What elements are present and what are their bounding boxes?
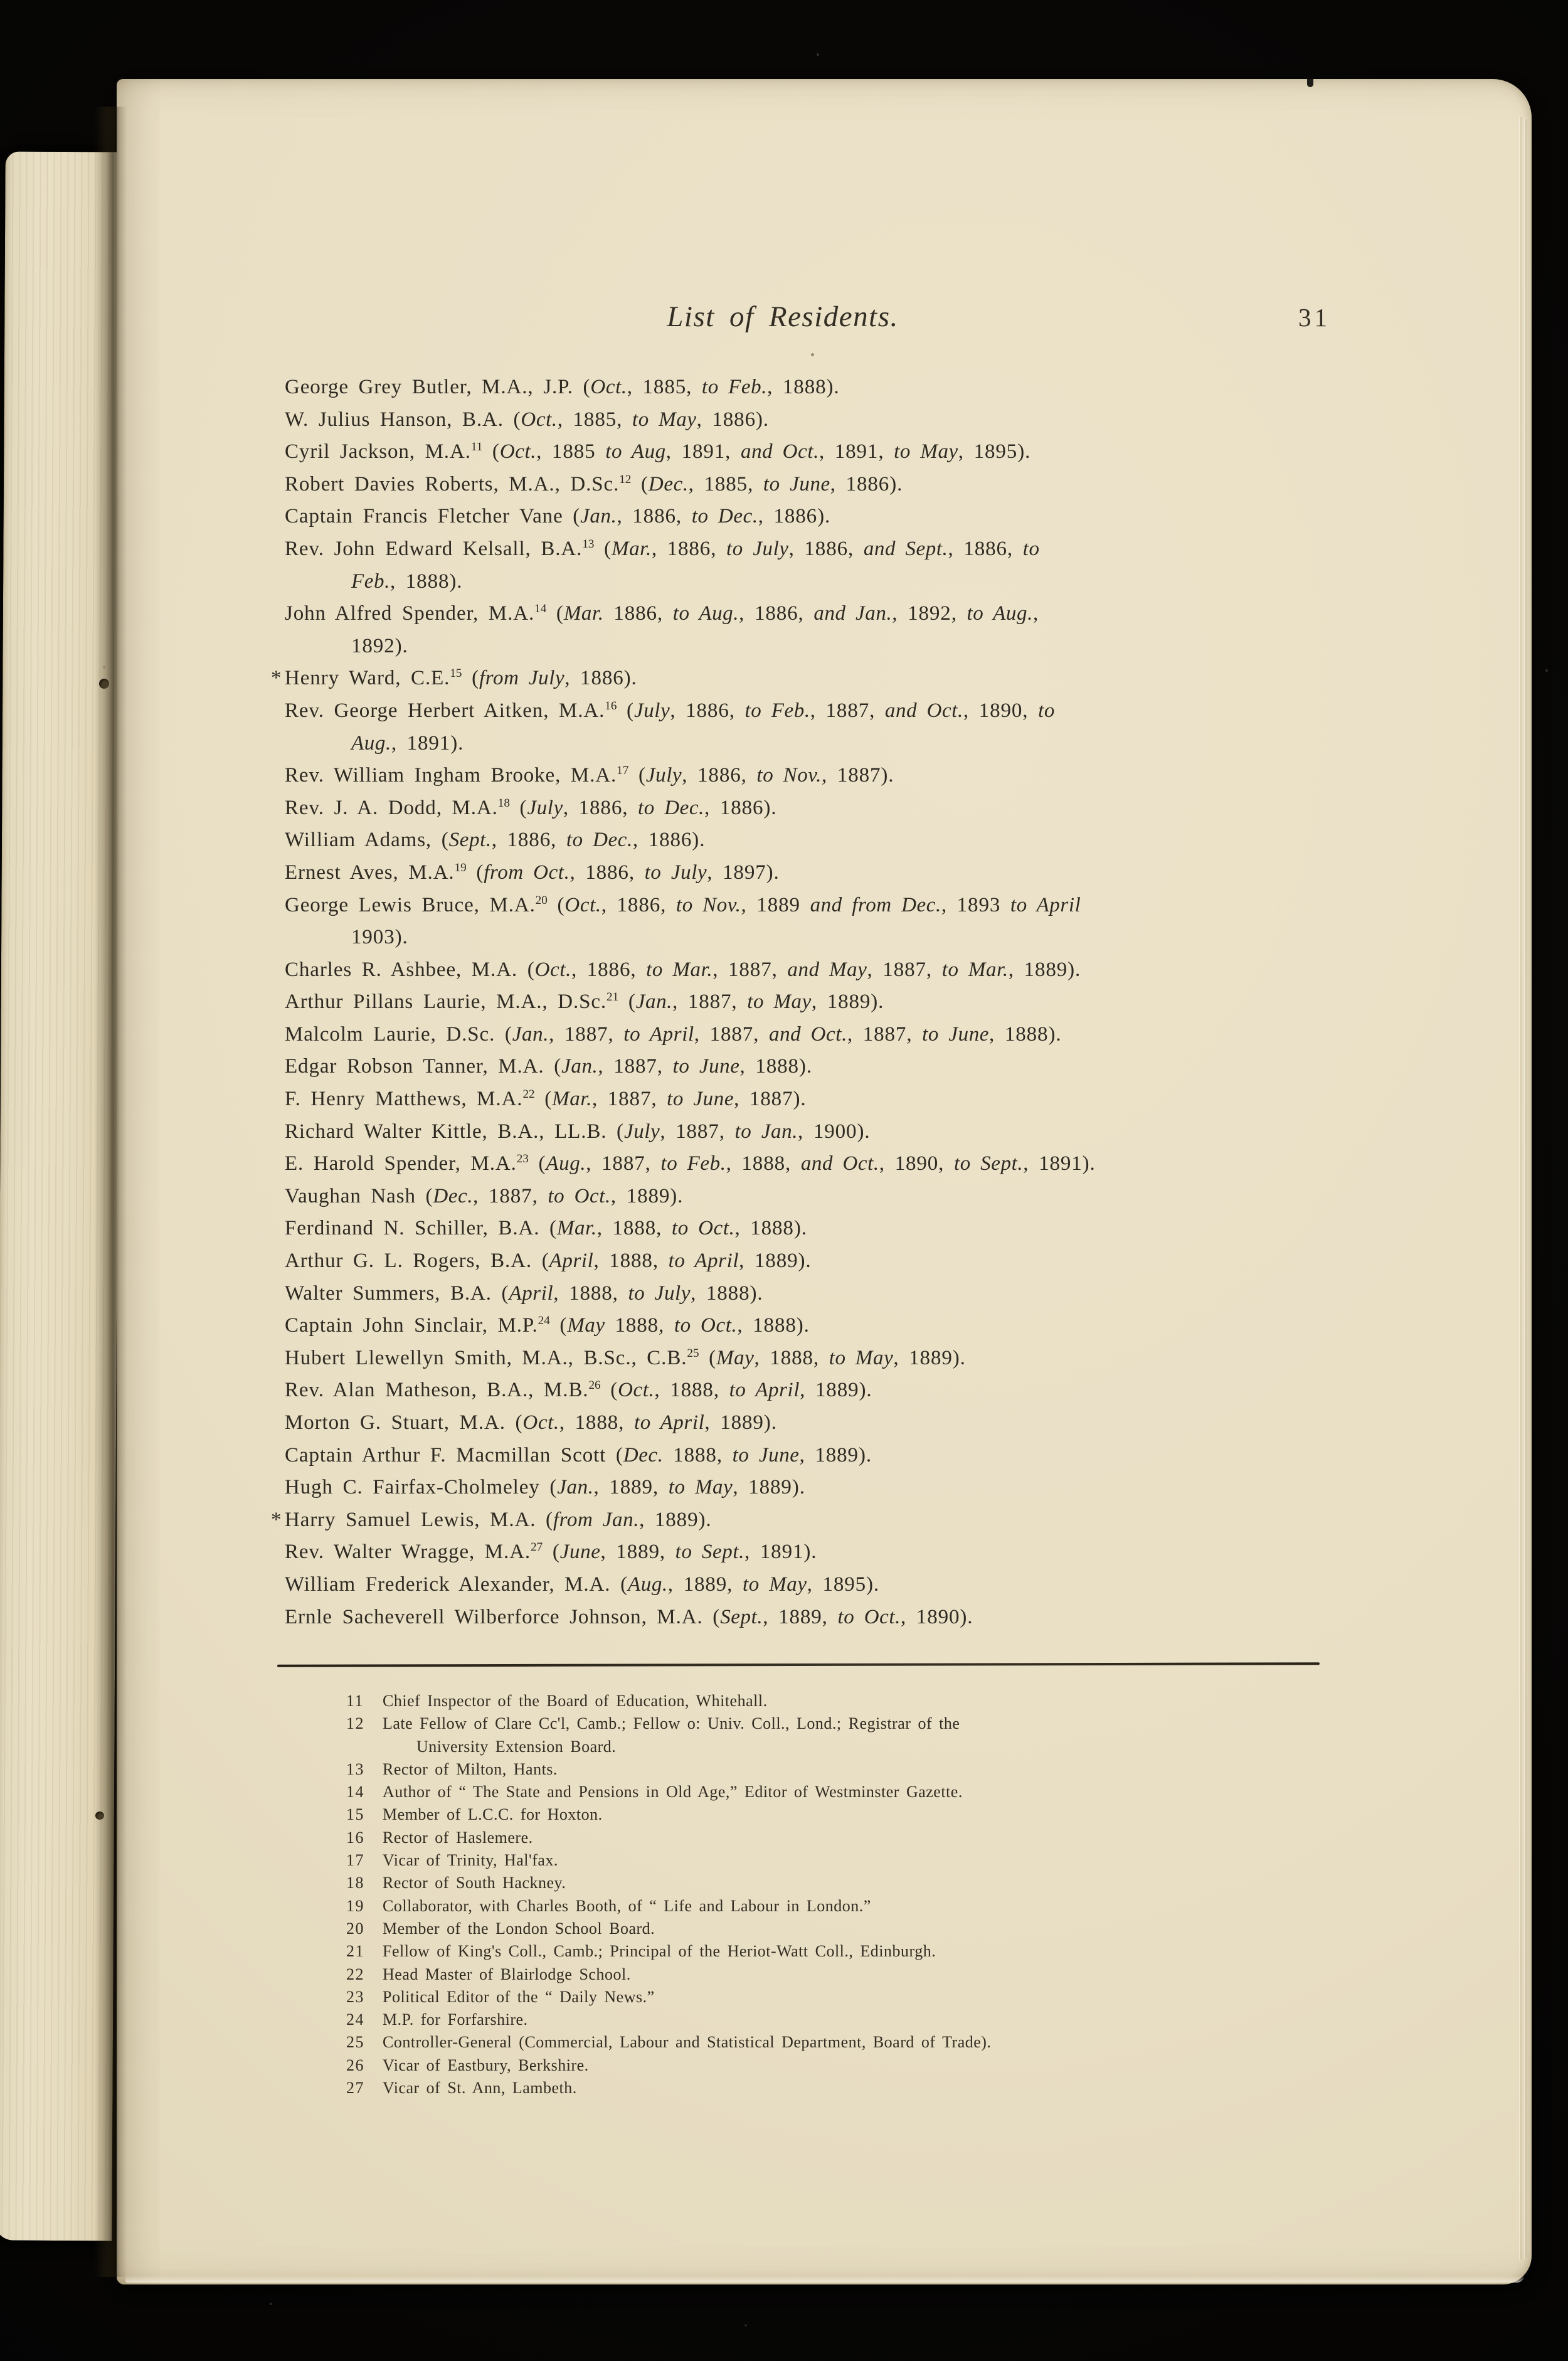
list-item: Robert Davies Roberts, M.A., D.Sc.$^{12}$ (Dec., 1885, to June, 1886). — [285, 472, 903, 496]
italic-run: to Dec. — [566, 829, 633, 852]
italic-run: Sept. — [720, 1605, 763, 1628]
list-item: John Alfred Spender, M.A.$^{14}$ (Mar. 1886, to Aug., 1886, and Jan., 1892, to Aug., 1892). — [285, 602, 1039, 657]
footnote-ref: 17 — [617, 764, 629, 778]
list-item: Charles R. Ashbee, M.A. (Oct., 1886, to Mar., 1887, and May, 1887, to Mar., 1889). — [285, 958, 1081, 981]
footnote-number: 22 — [346, 1965, 364, 1983]
italic-run: April — [549, 1249, 594, 1273]
footnote-ref: 25 — [687, 1346, 699, 1360]
footnote-number: 21 — [346, 1942, 364, 1961]
footnote-item: 22 Head Master of Blairlodge School. — [346, 1963, 1412, 1986]
italic-run: to Aug. — [672, 602, 739, 625]
italic-run: April — [509, 1281, 554, 1305]
footnote-item: 21 Fellow of King's Coll., Camb.; Principal of the Heriot-Watt Coll., Edinburgh. — [346, 1940, 1412, 1963]
binding-stitch-hole — [99, 679, 109, 689]
italic-run: to Dec. — [691, 505, 758, 528]
italic-run: Jan. — [635, 990, 673, 1014]
footnote-divider — [277, 1662, 1320, 1667]
footnote-ref: 19 — [454, 861, 467, 874]
italic-run: to Aug — [605, 440, 666, 464]
italic-run: to Sept. — [953, 1152, 1024, 1175]
italic-run: from Oct. — [484, 861, 570, 884]
footnote-item: 11 Chief Inspector of the Board of Education, Whitehall. — [346, 1690, 1412, 1712]
italic-run: to June — [667, 1088, 734, 1111]
list-item: Walter Summers, B.A. (April, 1888, to July, 1888). — [285, 1281, 763, 1305]
italic-run: Jan. — [561, 1055, 598, 1078]
footnote-item: 25 Controller-General (Commercial, Labour and Statistical Department, Board of Trade). — [346, 2031, 1412, 2054]
dust-specks — [0, 0, 1, 1]
footnote-ref: 24 — [538, 1314, 550, 1328]
italic-run: July — [633, 699, 670, 722]
italic-run: and Oct. — [884, 699, 963, 722]
footnote-item: 24 M.P. for Forfarshire. — [346, 2008, 1412, 2031]
italic-run: to April — [633, 1411, 705, 1434]
italic-run: to July — [628, 1281, 691, 1305]
list-item: Arthur G. L. Rogers, B.A. (April, 1888, to April, 1889). — [285, 1249, 812, 1273]
list-item: Rev. J. A. Dodd, M.A.$^{18}$ (July, 1886, to Dec., 1886). — [285, 796, 777, 819]
list-item: Ernle Sacheverell Wilberforce Johnson, M.A. (Sept., 1889, to Oct., 1890). — [285, 1605, 973, 1628]
footnote-number: 25 — [346, 2033, 364, 2052]
italic-run: Oct. — [499, 440, 537, 464]
list-item: Rev. George Herbert Aitken, M.A.$^{16}$ (July, 1886, to Feb., 1887, and Oct., 1890, to Aug., 1891). — [285, 699, 1055, 755]
footnote-ref: 11 — [470, 440, 483, 454]
italic-run: to May — [742, 1573, 807, 1596]
list-item: Rev. Alan Matheson, B.A., M.B.$^{26}$ (Oct., 1888, to April, 1889). — [285, 1379, 872, 1402]
italic-run: Mar. — [552, 1088, 592, 1111]
italic-run: to June — [732, 1443, 800, 1467]
footnote-ref: 21 — [607, 990, 619, 1004]
list-item: * Henry Ward, C.E.$^{15}$ (from July, 1886). — [285, 662, 1376, 695]
footnote-number: 26 — [346, 2056, 364, 2074]
italic-run: to Oct. — [671, 1217, 735, 1240]
italic-run: Oct. — [564, 893, 601, 916]
list-item: Malcolm Laurie, D.Sc. (Jan., 1887, to April, 1887, and Oct., 1887, to June, 1888). — [285, 1022, 1062, 1046]
list-item: Captain John Sinclair, M.P.$^{24}$ (May 1888, to Oct., 1888). — [285, 1314, 810, 1337]
italic-run: to Mar. — [941, 958, 1009, 981]
resident-list — [271, 371, 1376, 1633]
italic-run: Mar. — [556, 1217, 597, 1240]
list-item: F. Henry Matthews, M.A.$^{22}$ (Mar., 1887, to June, 1887). — [285, 1088, 807, 1111]
footnote-item: 16 Rector of Haslemere. — [346, 1827, 1412, 1849]
italic-run: to July — [726, 537, 789, 560]
list-item: * Harry Samuel Lewis, M.A. (from Jan., 1889). — [285, 1504, 1376, 1537]
italic-run: to May — [668, 1476, 733, 1499]
list-item: Hubert Llewellyn Smith, M.A., B.Sc., C.B.$^{25}$ (May, 1888, to May, 1889). — [285, 1346, 966, 1369]
italic-run: Oct. — [590, 376, 627, 398]
list-item: W. Julius Hanson, B.A. (Oct., 1885, to May, 1886). — [285, 408, 770, 431]
italic-run: to Nov. — [675, 893, 741, 916]
italic-run: to April — [668, 1249, 739, 1273]
footnote-item: 19 Collaborator, with Charles Booth, of “ Life and Labour in London.” — [346, 1895, 1412, 1918]
list-item: Hugh C. Fairfax-Cholmeley (Jan., 1889, to May, 1889). — [285, 1476, 805, 1499]
italic-run: to Oct. — [548, 1184, 611, 1207]
footnote-number: 24 — [346, 2010, 364, 2029]
asterisk-marker: * — [271, 667, 282, 690]
italic-run: to Feb. — [744, 699, 810, 722]
list-item: Ernest Aves, M.A.$^{19}$ (from Oct., 1886, to July, 1897). — [285, 861, 780, 884]
italic-run: to June — [763, 472, 830, 496]
italic-run: to Mar. — [646, 958, 713, 981]
italic-run: Mar. — [563, 602, 604, 625]
italic-run: to April — [729, 1379, 800, 1402]
footnote-number: 23 — [346, 1987, 364, 2006]
list-item: Cyril Jackson, M.A.$^{11}$ (Oct., 1885 to Aug, 1891, and Oct., 1891, to May, 1895). — [285, 440, 1031, 464]
paper-speck — [811, 353, 814, 356]
footnote-ref: 16 — [605, 699, 617, 713]
italic-run: and from Dec. — [810, 893, 941, 916]
italic-run: to April — [1010, 893, 1081, 916]
page-title: List of Residents. — [667, 300, 899, 333]
footnote-number: 13 — [346, 1759, 364, 1778]
list-item: Morton G. Stuart, M.A. (Oct., 1888, to April, 1889). — [285, 1411, 777, 1434]
footnote-list — [346, 1690, 1412, 2099]
list-item: George Lewis Bruce, M.A.$^{20}$ (Oct., 1886, to Nov., 1889 and from Dec., 1893 to April 1903). — [285, 893, 1081, 949]
footnote-ref: 15 — [450, 667, 462, 681]
footnote-number: 15 — [346, 1805, 364, 1824]
list-item: Arthur Pillans Laurie, M.A., D.Sc.$^{21}$ (Jan., 1887, to May, 1889). — [285, 990, 884, 1014]
footnote-number: 19 — [346, 1896, 364, 1915]
italic-run: Aug. — [351, 731, 391, 755]
list-item: E. Harold Spender, M.A.$^{23}$ (Aug., 1887, to Feb., 1888, and Oct., 1890, to Sept., 1891). — [285, 1152, 1096, 1175]
italic-run: Oct. — [522, 1411, 559, 1434]
footnote-number: 20 — [346, 1919, 364, 1938]
italic-run: to Sept. — [675, 1541, 744, 1564]
italic-run: Jan. — [557, 1476, 594, 1499]
footnote-item: 27 Vicar of St. Ann, Lambeth. — [346, 2077, 1412, 2099]
italic-run: Dec. — [433, 1184, 474, 1207]
list-item: Rev. William Ingham Brooke, M.A.$^{17}$ (July, 1886, to Nov., 1887). — [285, 764, 894, 787]
italic-run: and Oct. — [740, 440, 819, 464]
italic-run: Dec. — [648, 472, 689, 496]
italic-run: to April — [623, 1022, 694, 1046]
list-item: Rev. Walter Wragge, M.A.$^{27}$ (June, 1889, to Sept., 1891). — [285, 1541, 817, 1564]
footnote-ref: 13 — [582, 537, 595, 551]
footnote-ref: 20 — [535, 893, 548, 907]
italic-run: to Oct. — [674, 1314, 738, 1337]
footnote-number: 27 — [346, 2079, 364, 2098]
footnote-item: 23 Political Editor of the “ Daily News.” — [346, 1986, 1412, 2008]
italic-run: to Nov. — [756, 764, 822, 787]
italic-run: Aug. — [627, 1573, 668, 1596]
italic-run: to May — [632, 408, 697, 431]
list-item: Ferdinand N. Schiller, B.A. (Mar., 1888, to Oct., 1888). — [285, 1217, 807, 1240]
italic-run: to Jan. — [734, 1120, 798, 1143]
book-page — [117, 79, 1532, 2284]
italic-run: to Oct. — [837, 1605, 901, 1628]
footnote-ref: 12 — [619, 472, 632, 486]
italic-run: to Feb. — [660, 1152, 726, 1175]
italic-run: to June — [922, 1022, 990, 1046]
edge-notch — [1307, 78, 1313, 87]
italic-run: and May — [787, 958, 867, 981]
footnote-ref: 26 — [588, 1379, 601, 1393]
italic-run: to May — [894, 440, 958, 464]
footnote-item: 20 Member of the London School Board. — [346, 1918, 1412, 1940]
list-item: William Adams, (Sept., 1886, to Dec., 1886). — [285, 829, 706, 852]
footnote-item: 15 Member of L.C.C. for Hoxton. — [346, 1803, 1412, 1826]
italic-run: May — [567, 1314, 605, 1337]
italic-run: to Aug. — [967, 602, 1033, 625]
italic-run: from July — [479, 667, 565, 690]
footnote-item: 13 Rector of Milton, Hants. — [346, 1758, 1412, 1781]
italic-run: to July — [644, 861, 707, 884]
italic-run: to — [1022, 537, 1040, 560]
footnote-item: 12 Late Fellow of Clare Cc'l, Camb.; Fellow o: Univ. Coll., Lond.; Registrar of the University Extension Board. — [346, 1712, 1412, 1758]
italic-run: to — [1038, 699, 1055, 722]
footnote-item: 26 Vicar of Eastbury, Berkshire. — [346, 2054, 1412, 2077]
list-item: Rev. John Edward Kelsall, B.A.$^{13}$ (Mar., 1886, to July, 1886, and Sept., 1886, to Feb., 1888). — [285, 537, 1040, 593]
italic-run: and Sept. — [863, 537, 948, 560]
list-item: Richard Walter Kittle, B.A., LL.B. (July, 1887, to Jan., 1900). — [285, 1120, 871, 1143]
italic-run: to Feb. — [701, 376, 768, 398]
footnote-item: 17 Vicar of Trinity, Hal'fax. — [346, 1849, 1412, 1872]
italic-run: Dec. — [623, 1443, 664, 1467]
asterisk-marker: * — [271, 1508, 282, 1531]
italic-run: Feb. — [351, 570, 390, 593]
list-item: Captain Arthur F. Macmillan Scott (Dec. 1888, to June, 1889). — [285, 1443, 872, 1467]
italic-run: Oct. — [618, 1379, 655, 1402]
italic-run: and Oct. — [768, 1022, 847, 1046]
italic-run: to May — [829, 1346, 894, 1369]
list-item: William Frederick Alexander, M.A. (Aug., 1889, to May, 1895). — [285, 1573, 880, 1596]
list-item: Vaughan Nash (Dec., 1887, to Oct., 1889). — [285, 1184, 684, 1207]
italic-run: July — [527, 796, 563, 819]
list-item: George Grey Butler, M.A., J.P. (Oct., 1885, to Feb., 1888). — [285, 376, 840, 398]
italic-run: Mar. — [611, 537, 652, 560]
footnote-ref: 27 — [531, 1541, 543, 1554]
italic-run: to June — [672, 1055, 740, 1078]
italic-run: Jan. — [512, 1022, 549, 1046]
italic-run: to Dec. — [638, 796, 705, 819]
footnote-number: 14 — [346, 1783, 364, 1801]
italic-run: Jan. — [580, 505, 617, 528]
footnote-ref: 18 — [497, 796, 510, 810]
italic-run: June — [559, 1541, 601, 1564]
footnote-item: 18 Rector of South Hackney. — [346, 1872, 1412, 1894]
footnote-number: 11 — [346, 1692, 364, 1710]
italic-run: July — [645, 764, 682, 787]
italic-run: Oct. — [521, 408, 558, 431]
footnote-number: 18 — [346, 1874, 364, 1892]
italic-run: to May — [747, 990, 812, 1014]
list-item: Captain Francis Fletcher Vane (Jan., 1886, to Dec., 1886). — [285, 505, 831, 528]
footnote-ref: 22 — [522, 1088, 535, 1101]
binding-stitch-hole — [95, 1812, 104, 1820]
italic-run: May — [716, 1346, 755, 1369]
footnote-ref: 23 — [516, 1152, 529, 1166]
footnote-ref: 14 — [534, 602, 547, 616]
list-item: Edgar Robson Tanner, M.A. (Jan., 1887, to June, 1888). — [285, 1055, 812, 1078]
gutter-shadow — [94, 107, 127, 2277]
footnote-number: 16 — [346, 1828, 364, 1847]
italic-run: Aug. — [546, 1152, 586, 1175]
italic-run: Sept. — [448, 829, 492, 852]
footnote-number: 12 — [346, 1714, 364, 1733]
italic-run: and Jan. — [813, 602, 893, 625]
page-number: 31 — [1298, 303, 1330, 332]
footnote-number: 17 — [346, 1851, 364, 1870]
footnote-item: 14 Author of “ The State and Pensions in Old Age,” Editor of Westminster Gazette. — [346, 1781, 1412, 1803]
italic-run: and Oct. — [800, 1152, 879, 1175]
italic-run: July — [623, 1120, 660, 1143]
italic-run: Oct. — [534, 958, 571, 981]
italic-run: from Jan. — [553, 1508, 640, 1531]
